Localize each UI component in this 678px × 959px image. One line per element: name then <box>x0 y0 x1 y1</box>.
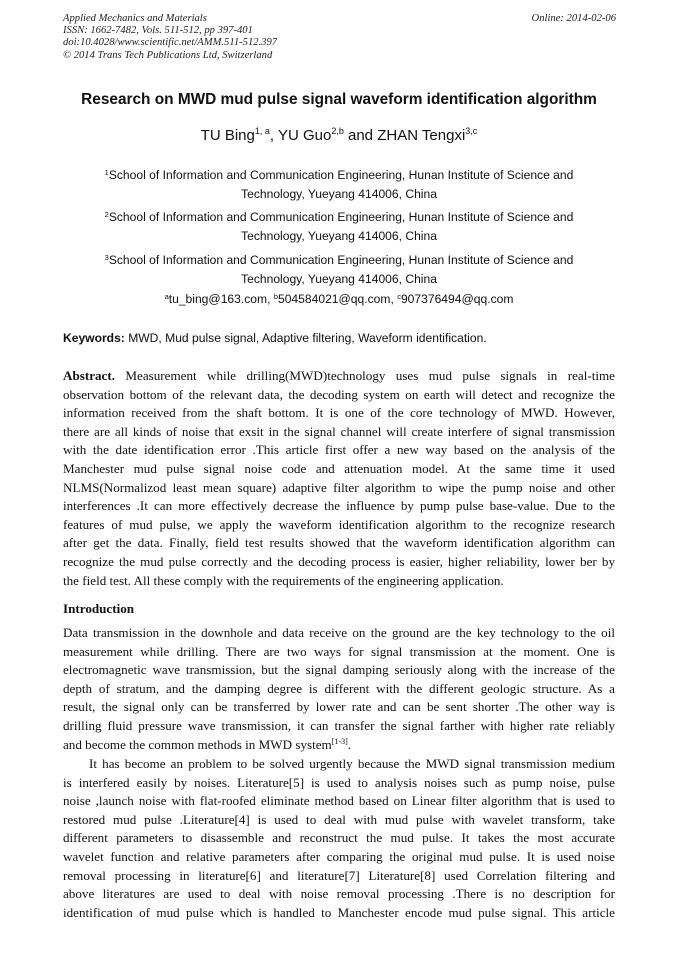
keywords <box>63 331 487 345</box>
affiliation-line: School of Information and Communication Engineering, Hunan Institute of Science and <box>108 253 574 267</box>
abstract-line: observation bottom of the relevant data, the decoding system on earth will detect and recognize the <box>63 386 615 402</box>
section-heading-introduction: Introduction <box>63 601 135 616</box>
affiliation-line: School of Information and Communication Engineering, Hunan Institute of Science and <box>108 210 574 224</box>
intro-paragraph-2 <box>63 755 615 922</box>
abstract <box>63 367 615 590</box>
copyright-line: © 2014 Trans Tech Publications Ltd, Switzerland <box>63 49 273 61</box>
keywords-text: MWD, Mud pulse signal, Adaptive filtering, Waveform identification. <box>124 331 487 345</box>
body-line: Data transmission in the downhole and data receive on the ground are the key technology to the oil <box>63 625 615 640</box>
author-affil-marker: 3,c <box>465 126 478 136</box>
body-line: removal processing in literature[6] and literature[7] Literature[8] used Correlation filtering and <box>63 867 615 883</box>
intro-paragraph-1 <box>63 624 615 754</box>
body-line: noise ,launch noise with flat-roofed eliminate method based on Linear filter algorithm that is used to <box>63 793 615 809</box>
abstract-text: Measurement while drilling(MWD)technology uses mud pulse signals in real-time <box>115 368 615 383</box>
email-marker: c <box>397 292 401 301</box>
abstract-line <box>63 367 615 386</box>
email-marker: a <box>164 292 169 301</box>
author-separator: and <box>343 127 378 144</box>
abstract-line: the field test. All these comply with the requirements of the engineering application. <box>63 572 504 588</box>
abstract-label: Abstract. <box>63 368 115 383</box>
issn-line: ISSN: 1662-7482, Vols. 511-512, pp 397-401 <box>63 25 253 37</box>
author-list <box>0 127 678 144</box>
abstract-line: recognize the mud pulse correctly and the decoding process is easier, higher reliability, lower ber by <box>63 553 615 569</box>
body-line: measurement while drilling. There are two ways for signal transmission at the moment. One is <box>63 643 615 659</box>
email-separator: , <box>390 292 398 306</box>
body-text: . <box>347 736 352 752</box>
citation: [1-3] <box>331 736 348 746</box>
body-line: depth of stratum, and the damping degree is different with the different geologic structure. As a <box>63 680 615 696</box>
body-text: and become the common methods in MWD system <box>63 736 332 752</box>
email-separator: , <box>267 292 274 306</box>
author-name: TU Bing <box>200 127 255 144</box>
journal-header <box>63 13 277 62</box>
affiliation-line: Technology, Yueyang 414006, China <box>241 186 437 201</box>
affiliation-3 <box>63 251 615 288</box>
abstract-line: with the date identification error .This article first offer a new way based on the analysis of the <box>63 442 615 458</box>
author-name: ZHAN Tengxi <box>377 127 466 144</box>
abstract-line: information received from the shaft bottom. It is one of the core technology of MWD. However, <box>63 405 615 421</box>
paper-title: Research on MWD mud pulse signal waveform identification algorithm <box>81 91 597 108</box>
online-date: Online: 2014-02-06 <box>531 13 616 24</box>
email-link[interactable]: 504584021@qq.com <box>277 292 391 306</box>
abstract-line: Manchester mud pulse signal noise code and attenuation model. At the same time it used <box>63 460 615 476</box>
affiliation-marker: 1 <box>104 168 109 177</box>
body-line: wavelet function and relative parameters after comparing the original mud pulse. It is used noise <box>63 848 615 864</box>
email-marker: b <box>273 292 278 301</box>
author-separator: , <box>269 127 278 144</box>
body-line: different parameters to disassemble and reconstruct the mud pulse. It takes the most accurate <box>63 830 615 846</box>
doi-line: doi:10.4028/www.scientific.net/AMM.511-512.397 <box>63 37 278 49</box>
body-line: result, the signal only can be transferred by lower rate and can be sent shorter .The other way is <box>63 699 615 715</box>
affiliation-line: Technology, Yueyang 414006, China <box>241 228 437 243</box>
author-emails <box>0 292 678 306</box>
abstract-line: after get the data. Finally, field test results showed that the waveform identification algorithm can <box>63 535 615 551</box>
body-line: It has become an problem to be solved urgently because the MWD signal transmission medium <box>89 756 615 771</box>
author-name: YU Guo <box>277 127 332 144</box>
abstract-line: features of mud pulse, we apply the waveform identification algorithm to the recognize research <box>63 516 615 532</box>
affiliation-marker: 3 <box>104 253 109 262</box>
affiliation-2 <box>63 208 615 245</box>
body-line: drilling fluid pressure wave transmission, it can transfer the signal farther with higher rate reliably <box>63 717 615 733</box>
body-line: is interfered easily by noises. Literature[5] is used to analysis noises such as pump noise, pulse <box>63 774 615 790</box>
body-line: identification of mud pulse which is handled to Manchester encode mud pulse signal. This article <box>63 904 615 920</box>
body-line: electromagnetic wave transmission, but the signal damping seriously along with the increase of the <box>63 662 615 678</box>
body-line: restored mud pulse .Literature[4] is used to deal with mud pulse with wavelet transform, take <box>63 811 615 827</box>
affiliation-1 <box>63 166 615 203</box>
email-link[interactable]: tu_bing@163.com <box>168 292 268 306</box>
email-link[interactable]: 907376494@qq.com <box>400 292 514 306</box>
abstract-line: interferences .It can more effectively decrease the influence by pump pulse base-value. Due to the <box>63 498 615 514</box>
keywords-label: Keywords: <box>63 331 125 345</box>
journal-name: Applied Mechanics and Materials <box>63 13 207 24</box>
abstract-line: there are all kinds of noise that exsit in the signal channel will create interfere of signal transmission <box>63 423 615 439</box>
affiliation-marker: 2 <box>104 210 109 219</box>
affiliation-line: School of Information and Communication Engineering, Hunan Institute of Science and <box>108 168 574 182</box>
body-line: above literatures are used to deal with noise removal processing .There is no description for <box>63 886 615 902</box>
author-affil-marker: 1, a <box>254 126 270 136</box>
affiliation-line: Technology, Yueyang 414006, China <box>241 271 437 286</box>
author-affil-marker: 2,b <box>331 126 344 136</box>
abstract-line: NLMS(Normalizod least mean square) adaptive filter algorithm to wipe the pump noise and other <box>63 479 615 495</box>
body-line <box>63 736 615 755</box>
